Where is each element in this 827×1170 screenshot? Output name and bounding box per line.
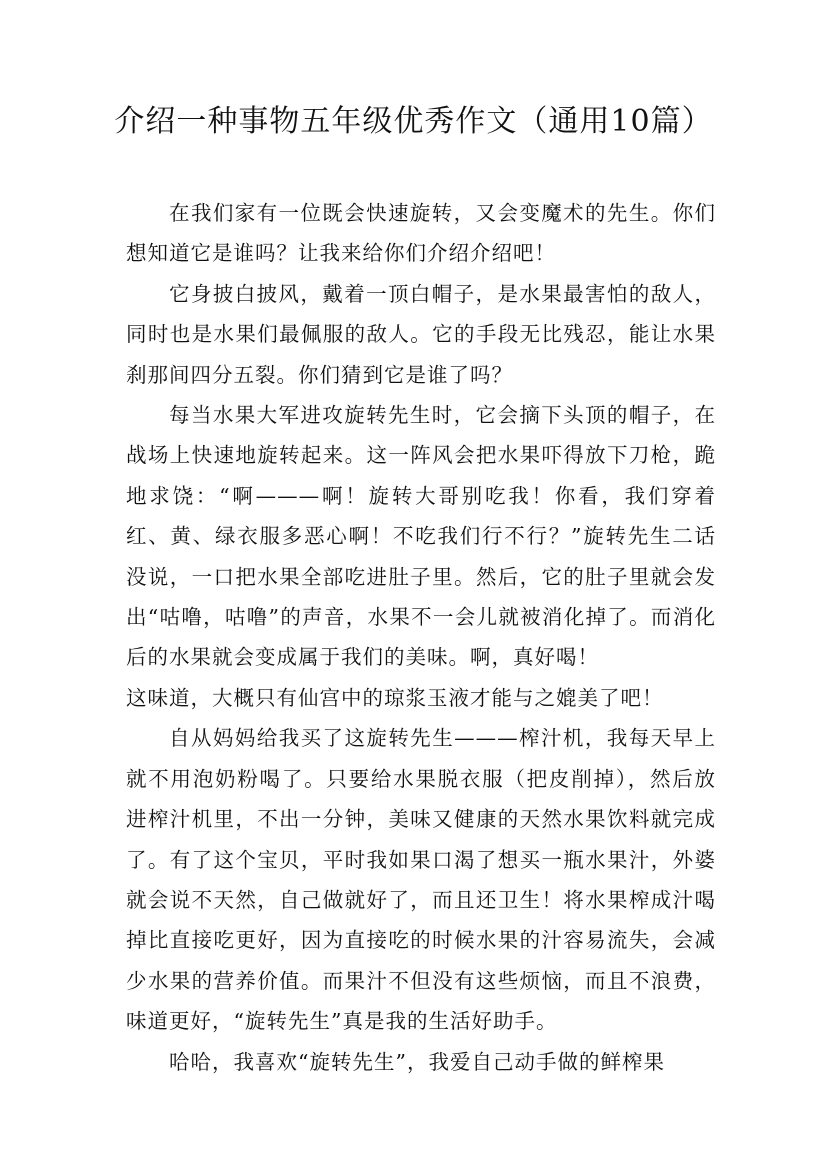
paragraph-conclusion: 哈哈，我喜欢“旋转先生”，我爱自己动手做的鲜榨果	[169, 1049, 666, 1074]
paragraph-taste: 这味道，大概只有仙宫中的琼浆玉液才能与之媲美了吧！	[126, 685, 664, 710]
essay-body	[126, 193, 716, 1082]
paragraph-juicer: 自从妈妈给我买了这旋转先生———榨汁机，我每天早上就不用泡奶粉喝了。只要给水果脱衣服（把皮削掉），然后放进榨汁机里，不出一分钟，美味又健康的天然水果饮料就完成了。有了这个宝贝，平时我如果口渴了想买一瓶水果汁，外婆就会说不天然，自己做就好了，而且还卫生！将水果榨成汁喝掉比直接吃更好，因为直接吃的时候水果的汁容易流失，会减少水果的营养价值。而果汁不但没有这些烦恼，而且不浪费，味道更好，“旋转先生”真是我的生活好助手。	[126, 726, 716, 1034]
paragraph-description: 它身披白披风，戴着一顶白帽子，是水果最害怕的敌人，同时也是水果们最佩服的敌人。它的手段无比残忍，能让水果刹那间四分五裂。你们猜到它是谁了吗？	[126, 281, 716, 387]
paragraph-battle: 每当水果大军进攻旋转先生时，它会摘下头顶的帽子，在战场上快速地旋转起来。这一阵风会把水果吓得放下刀枪，跪地求饶：“啊———啊！旋转大哥别吃我！你看，我们穿着红、黄、绿衣服多恶心啊！不吃我们行不行？”旋转先生二话没说，一口把水果全部吃进肚子里。然后，它的肚子里就会发出“咕噜，咕噜”的声音，水果不一会儿就被消化掉了。而消化后的水果就会变成属于我们的美味。啊，真好喝！	[126, 403, 716, 670]
paragraph-intro: 在我们家有一位既会快速旋转，又会变魔术的先生。你们想知道它是谁吗？让我来给你们介绍介绍吧！	[126, 201, 716, 266]
document-title: 介绍一种事物五年级优秀作文（通用10篇）	[114, 104, 713, 139]
